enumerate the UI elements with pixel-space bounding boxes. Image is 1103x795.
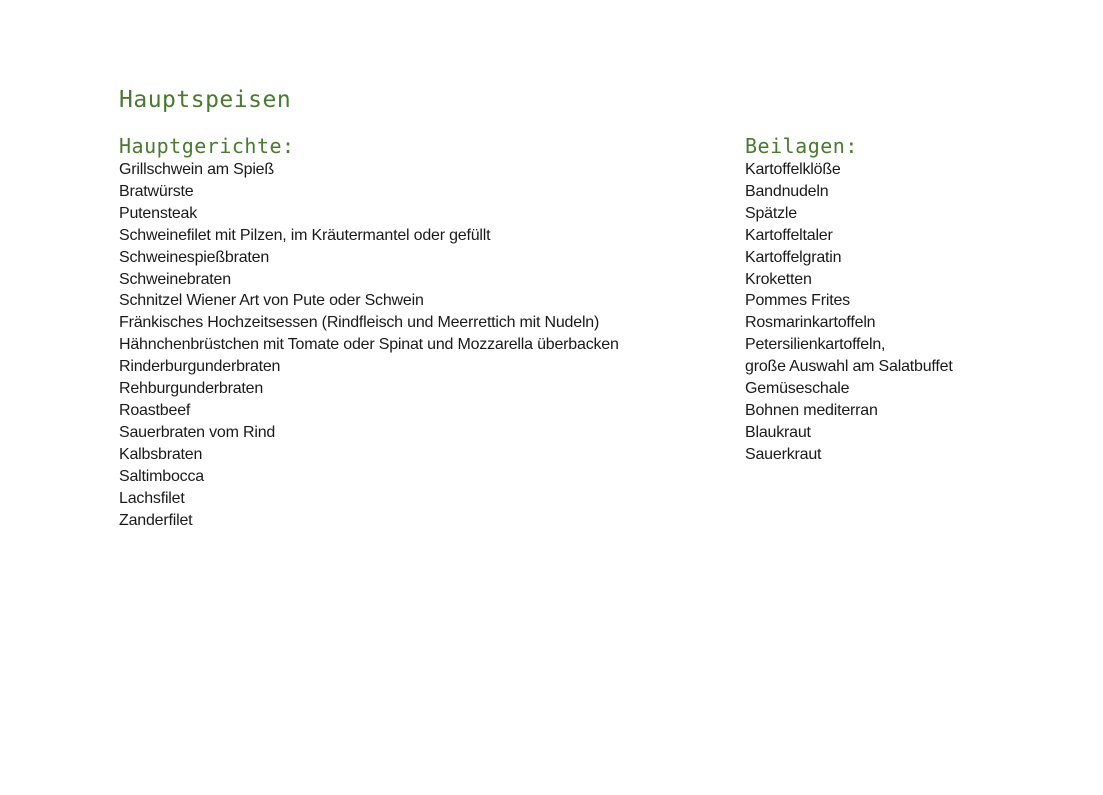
- side-dish-item: Bohnen mediterran: [745, 401, 878, 419]
- main-dish-item: Sauerbraten vom Rind: [119, 423, 276, 441]
- main-dish-item: Zanderfilet: [119, 511, 193, 529]
- main-dish-item: Schweinefilet mit Pilzen, im Kräutermantel oder gefüllt: [119, 226, 491, 244]
- side-dish-item: Petersilienkartoffeln,: [745, 336, 886, 354]
- main-dish-item: Putensteak: [119, 204, 198, 222]
- main-dish-item: Schweinebraten: [119, 270, 231, 288]
- main-dish-item: Kalbsbraten: [119, 445, 203, 463]
- page-title: Hauptspeisen: [119, 87, 292, 113]
- main-dish-item: Schweinespießbraten: [119, 248, 270, 266]
- main-dishes-list: [119, 159, 619, 531]
- side-dish-item: Bandnudeln: [745, 182, 829, 200]
- main-dish-item: Roastbeef: [119, 401, 191, 419]
- main-dish-item: Schnitzel Wiener Art von Pute oder Schwein: [119, 292, 424, 310]
- main-dish-item: Bratwürste: [119, 182, 194, 200]
- main-dish-item: Rehburgunderbraten: [119, 380, 264, 398]
- main-dish-item: Grillschwein am Spieß: [119, 161, 274, 178]
- main-dish-item: Hähnchenbrüstchen mit Tomate oder Spinat und Mozzarella überbacken: [119, 336, 619, 354]
- side-dishes-section: [745, 134, 953, 466]
- main-dishes-section: [119, 134, 619, 531]
- side-dish-item: Blaukraut: [745, 423, 811, 441]
- side-dish-item: Pommes Frites: [745, 292, 850, 310]
- side-dish-item: Kartoffelklöße: [745, 161, 841, 178]
- side-dish-item: Kartoffelgratin: [745, 248, 842, 266]
- side-dishes-list: [745, 159, 953, 466]
- side-dish-item: Kartoffeltaler: [745, 226, 833, 244]
- side-dish-item: Kroketten: [745, 270, 812, 288]
- main-dish-item: Lachsfilet: [119, 489, 185, 507]
- main-dish-item: Saltimbocca: [119, 467, 204, 485]
- main-dish-item: Fränkisches Hochzeitsessen (Rindfleisch und Meerrettich mit Nudeln): [119, 314, 600, 332]
- main-dishes-heading: Hauptgerichte:: [119, 134, 295, 158]
- main-dish-item: Rinderburgunderbraten: [119, 358, 281, 376]
- side-dishes-heading: Beilagen:: [745, 134, 858, 158]
- side-dish-item: Spätzle: [745, 204, 797, 222]
- side-dish-item: Rosmarinkartoffeln: [745, 314, 876, 332]
- side-dish-item: Gemüseschale: [745, 380, 850, 398]
- side-dish-item: Sauerkraut: [745, 445, 822, 463]
- side-dish-item: große Auswahl am Salatbuffet: [745, 358, 953, 376]
